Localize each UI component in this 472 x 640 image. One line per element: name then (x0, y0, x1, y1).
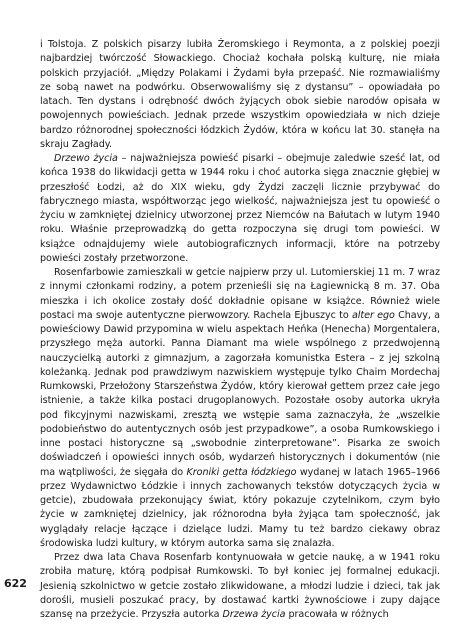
italic-title-text: Drzewo życia (54, 153, 118, 164)
paragraph-text: pracowała w różnych (285, 609, 389, 620)
page-number: 622 (4, 577, 27, 590)
paragraph-4 (40, 551, 440, 622)
body-text (40, 38, 440, 622)
paragraph-text: Rosenfarbowie zamieszkali w getcie najpierw przy ul. Lutomierskiej 11 m. 7 wraz z innymi członkami rodziny, a potem przenieśli się na Łagiewnicką 8 m. 37. Oba mieszka i ich okolice zostały dość dokładnie opisane w książce. Również wiele postaci ma swoje autentyczne pierwowzory. Rachela Ejbuszyc to (40, 267, 440, 321)
italic-title-text: Kroniki getta łódzkiego (186, 466, 297, 478)
paragraph-3 (40, 266, 440, 551)
italic-title-text: alter ego (351, 309, 395, 321)
paragraph-text: Przez dwa lata Chava Rosenfarb kontynuowała w getcie naukę, a w 1941 roku zrobiła maturę, którą podpisał Rumkowski. To był koniec jej formalnej edukacji. Jesienią szkolnictwo w getcie zostało zlikwidowane, a młodzi ludzie i dzieci, tak jak dorośli, musieli poszukać pracy, by dostawać kartki żywnościowe i zupy dające szansę na przeżycie. Przyszła autorka (40, 552, 440, 620)
paragraph-text: i Tolstoja. Z polskich pisarzy lubiła Żeromskiego i Reymonta, a z polskiej poezji najbardziej twórczość Słowackiego. Chociaż kochała polską kulturę, nie miała polskich przyjaciół. „Między Polakami i Żydami była przepaść. Nie rozmawialiśmy ze sobą nawet na podwórku. Obserwowaliśmy się z dystansu” – opowiadała po latach. Ten dystans i odrębność dwóch żyjących obok siebie narodów opisała w powojennych powieściach. Jednak przede wszystkim opowiedziała w nich dzieje bardzo różnorodnej społeczności łódzkich Żydów, która w końcu lat 30. stanęła na skraju Zagłady. (40, 39, 440, 150)
paragraph-2 (40, 152, 440, 266)
paragraph-text: wydanej w latach 1965–1966 przez Wydawnictwo Łódzkie i innych zachowanych tekstów dotyczących życia w getcie), zbudowała przekonujący świat, który pokazuje czytelnikom, czym było życie w zamkniętej dzielnicy, jak różnorodna była żyjąca tam społeczność, jak wyglądały relacje łączące i dzielące ludzi. Mamy tu też bardzo ciekawy obraz środowiska ludzi kultury, w którym autorka sama się znalazła. (40, 466, 440, 549)
paragraph-1 (40, 38, 440, 152)
paragraph-text: – najważniejsza powieść pisarki – obejmuje zaledwie sześć lat, od końca 1938 do likwidacji getta w 1944 roku i choć autorka sięga znacznie głębiej w przeszłość Łodzi, aż do XIX wieku, gdy Żydzi zaczęli licznie przybywać do fabrycznego miasta, współtworząc jego wielkość, najważniejsza jest tu opowieść o życiu w zamkniętej dzielnicy utworzonej przez Niemców na Bałutach w lutym 1940 roku. Właśnie przeprowadzką do getta rozpoczyna się drugi tom powieści. W książce odnajdujemy wiele autobiograficznych informacji, które na potrzeby powieści zostały przetworzone. (40, 153, 441, 264)
paragraph-text: Chavy, a powieściowy Dawid przypomina w wielu aspektach Heńka (Henecha) Morgentalera, przyszłego męża autorki. Panna Diamant ma wiele wspólnego z przedwojenną nauczycielką autorki z gimnazjum, a zagorzała komunistka Estera – z jej szkolną koleżanką. Jednak pod prawdziwym nazwiskiem występuje tylko Chaim Mordechaj Rumkowski, Przełożony Starszeństwa Żydów, który kierował gettem przez całe jego istnienie, a także kilka postaci drugoplanowych. Pozostałe osoby autorka ukryła pod fikcyjnymi nazwiskami, zresztą we wstępie sama zaznaczyła, że „wszelkie podobieństwo do autentycznych osób jest przypadkowe”, a osoba Rumkowskiego i inne postaci historyczne są „swobodnie zinterpretowane”. Pisarka ze swoich doświadczeń i opowieści innych osób, wydarzeń historycznych i dokumentów (nie ma wątpliwości, że sięgała do (40, 309, 440, 478)
italic-title-text: Drzewa życia (222, 609, 286, 620)
